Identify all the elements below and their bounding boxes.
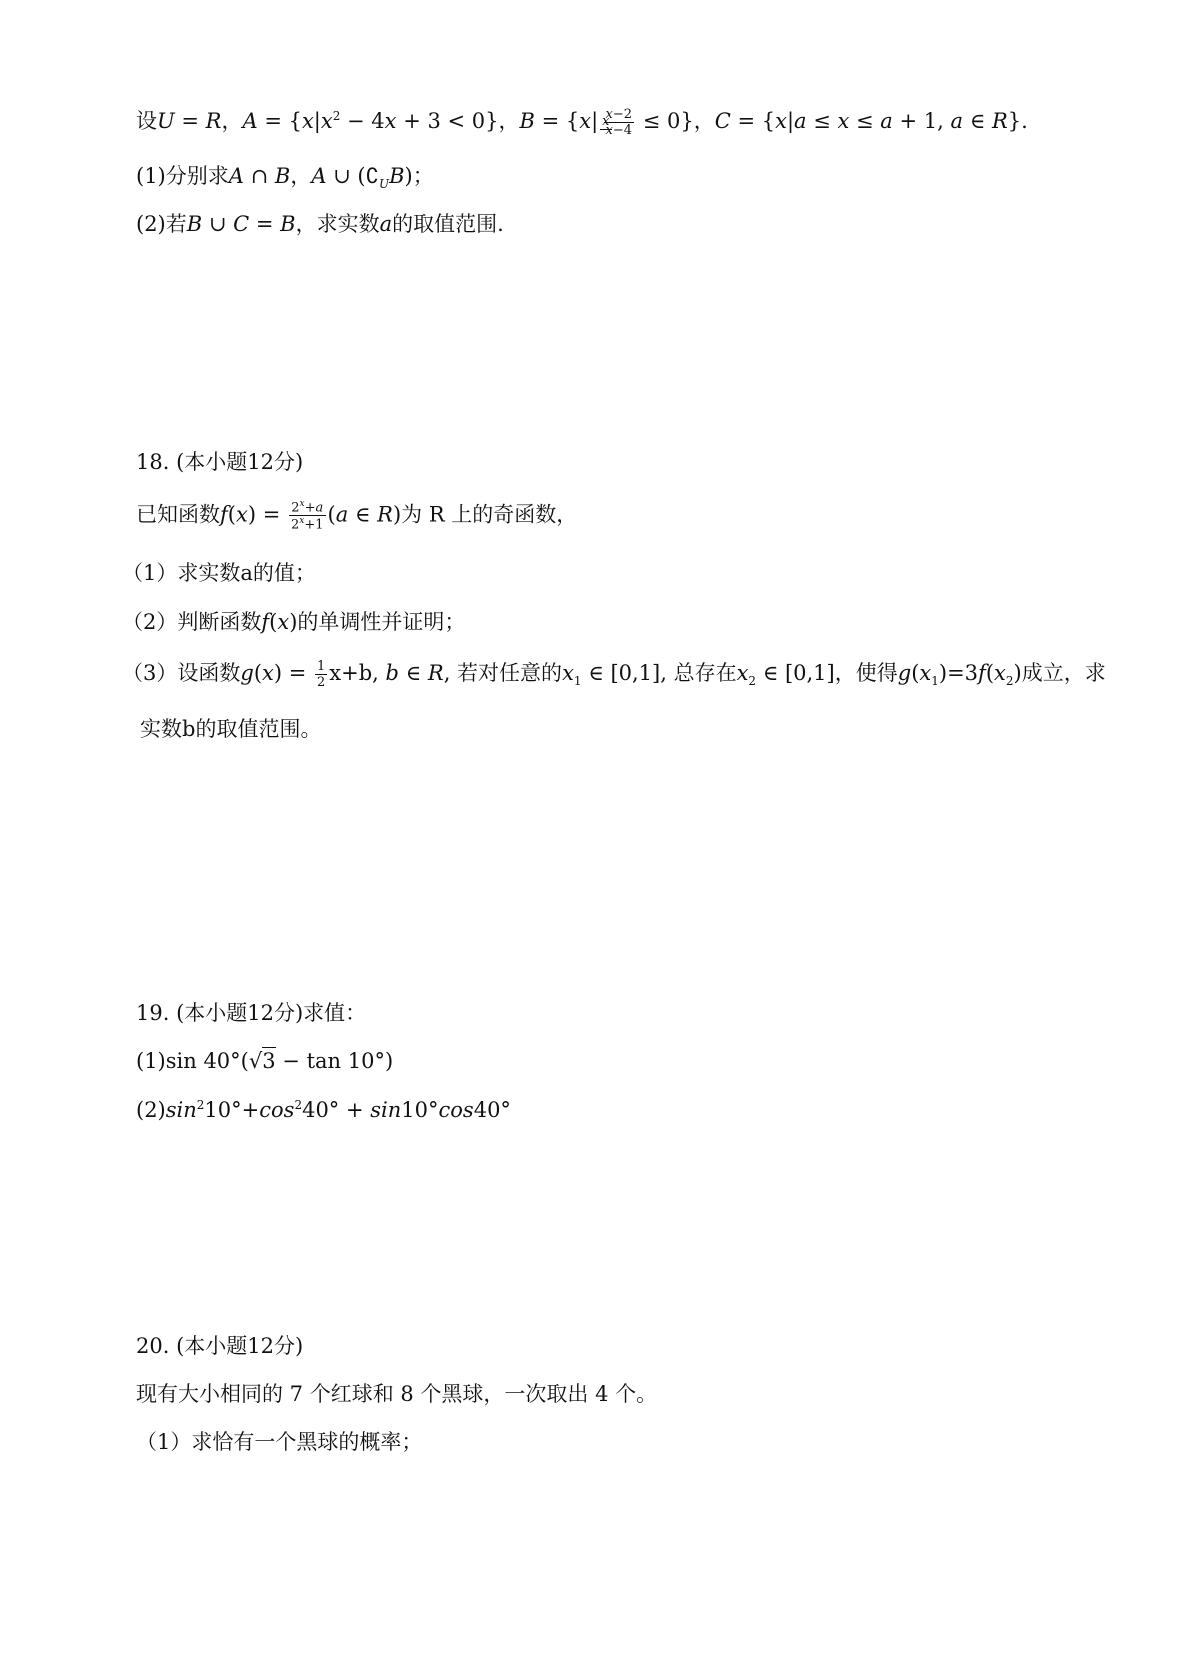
q20-part1: （1）求恰有一个黑球的概率； [136,1430,423,1454]
q19-part2: $(2)\sin^210^\circ+\cos^240^\circ + \sin 10^\circ\cos 40^\circ$ [136,1098,511,1122]
q20-header: 20. (本小题12分) [136,1334,304,1358]
q18-part1: （1）求实数a的值； [122,561,316,585]
q20-intro: 现有大小相同的 7 个红球和 8 个黑球，一次取出 4 个。 [136,1382,658,1406]
q18-part3-line2: 实数b的取值范围。 [140,717,322,741]
q17-part1: (1)分别求A ∩ B，A ∪ $(∁_UB)$； [136,164,434,192]
q17-part2: (2)若B ∪ C = B，求实数a的取值范围. [136,212,504,236]
q19-header: 19. (本小题12分)求值： [136,1001,367,1025]
q18-part2: （2）判断函数f(x)的单调性并证明； [122,610,466,634]
q18-intro: 已知函数f(x) = $\frac{2^x+a}{2^x+1}$ (a ∈ R)为 R 上的奇函数， [136,499,578,533]
q18-header: 18. (本小题12分) [136,450,304,474]
q18-part3-line1: （3）设函数g(x) = $\frac{1}{2}$ x+b, b ∈ R, 若对任意的$x_1$ ∈ [0,1], 总存在$x_2$ ∈ [0,1]，使得$g(x_1)=3f(x_2)$成立，求 [122,659,1106,690]
q17-set-definitions: 设U = R，$A = \{x|x^2 - 4x + 3 < 0\}$，B = {x| x $\frac{x-2}{x-4}$ ≤ 0}，C = {x|a ≤ x ≤ a + 1, a ∈ R}. [136,107,1028,138]
q19-part1: (1)sin 40°(√3 − tan 10°) [136,1049,394,1073]
